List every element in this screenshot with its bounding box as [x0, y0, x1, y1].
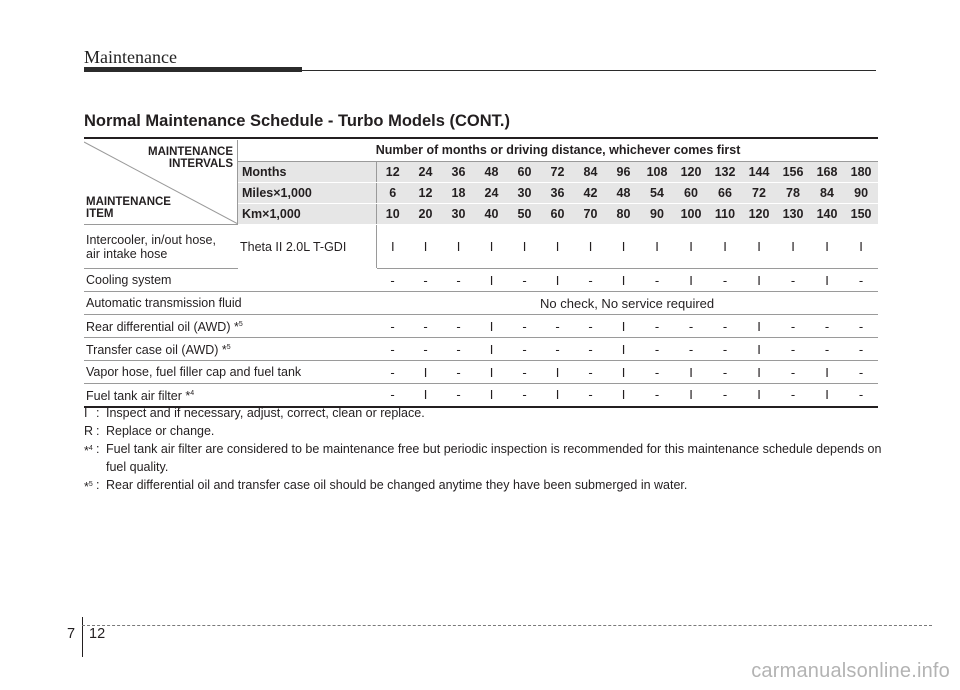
note-colon: :: [96, 406, 100, 420]
schedule-value: I: [708, 225, 742, 269]
schedule-value: -: [541, 338, 574, 361]
schedule-value: I: [475, 384, 508, 407]
schedule-value: -: [442, 361, 475, 384]
schedule-value: -: [574, 269, 607, 292]
schedule-value: -: [674, 338, 708, 361]
interval-value: 110: [708, 204, 742, 225]
schedule-value: -: [708, 269, 742, 292]
schedule-value: -: [541, 315, 574, 338]
interval-value: 42: [574, 183, 607, 204]
note-symbol-sup: 4: [88, 445, 93, 452]
page-heading: Normal Maintenance Schedule - Turbo Models (CONT.): [84, 112, 510, 130]
schedule-value: I: [810, 361, 844, 384]
schedule-value: -: [708, 361, 742, 384]
footnote-ref: 4: [190, 389, 195, 397]
interval-value: 48: [475, 162, 508, 183]
schedule-value: -: [574, 361, 607, 384]
note-colon: :: [96, 442, 100, 456]
schedule-value: -: [810, 338, 844, 361]
maintenance-item-name: Vapor hose, fuel filler cap and fuel tank: [84, 361, 376, 384]
interval-value: 96: [607, 162, 640, 183]
schedule-value: I: [607, 225, 640, 269]
watermark: carmanualsonline.info: [751, 660, 950, 682]
note-item: [84, 440, 884, 476]
interval-value: 70: [574, 204, 607, 225]
interval-value: 40: [475, 204, 508, 225]
schedule-value: -: [508, 315, 541, 338]
notes-list: [84, 404, 884, 496]
interval-value: 144: [742, 162, 776, 183]
note-text: Fuel tank air filter are considered to be maintenance free but periodic inspection is recommended for this maintenance schedule depends on fuel quality.: [106, 442, 882, 474]
schedule-value: I: [742, 361, 776, 384]
interval-value: 180: [844, 162, 878, 183]
schedule-value: I: [607, 315, 640, 338]
interval-value: 132: [708, 162, 742, 183]
schedule-value: -: [442, 384, 475, 407]
maintenance-item-name: Fuel tank air filter *$^4$: [84, 384, 376, 407]
schedule-value: -: [844, 315, 878, 338]
schedule-value: I: [742, 225, 776, 269]
schedule-value: -: [708, 315, 742, 338]
schedule-value: I: [742, 269, 776, 292]
schedule-value: -: [409, 338, 442, 361]
schedule-value: -: [674, 315, 708, 338]
interval-value: 54: [640, 183, 674, 204]
interval-value: 20: [409, 204, 442, 225]
no-service-note: No check, No service required: [376, 292, 878, 315]
schedule-value: -: [376, 361, 409, 384]
schedule-value: I: [409, 384, 442, 407]
interval-value: 60: [674, 183, 708, 204]
schedule-value: I: [607, 269, 640, 292]
schedule-value: I: [674, 225, 708, 269]
maintenance-item-name: Automatic transmission fluid: [84, 292, 376, 315]
note-symbol: I: [84, 406, 88, 420]
maintenance-item-name: Transfer case oil (AWD) *$^5$: [84, 338, 376, 361]
interval-value: 150: [844, 204, 878, 225]
schedule-value: I: [541, 361, 574, 384]
schedule-value: I: [409, 361, 442, 384]
schedule-value: -: [442, 338, 475, 361]
schedule-value: I: [541, 269, 574, 292]
interval-row-label: Months: [238, 162, 376, 183]
interval-value: 168: [810, 162, 844, 183]
note-text: Rear differential oil and transfer case oil should be changed anytime they have been submerged in water.: [106, 478, 688, 492]
interval-row-label: Miles×1,000: [238, 183, 376, 204]
schedule-value: -: [776, 384, 810, 407]
interval-value: 120: [742, 204, 776, 225]
schedule-value: I: [475, 361, 508, 384]
interval-value: 140: [810, 204, 844, 225]
interval-value: 156: [776, 162, 810, 183]
header-rule-thick: [84, 67, 302, 72]
interval-value: 120: [674, 162, 708, 183]
schedule-value: I: [409, 225, 442, 269]
schedule-value: I: [475, 269, 508, 292]
schedule-value: I: [574, 225, 607, 269]
interval-value: 24: [475, 183, 508, 204]
schedule-value: I: [541, 384, 574, 407]
schedule-value: I: [674, 269, 708, 292]
interval-value: 72: [541, 162, 574, 183]
note-item: [84, 404, 884, 422]
interval-value: 84: [574, 162, 607, 183]
schedule-value: -: [409, 269, 442, 292]
interval-value: 12: [376, 162, 409, 183]
interval-value: 6: [376, 183, 409, 204]
footer-vline: [82, 617, 83, 657]
interval-value: 66: [708, 183, 742, 204]
schedule-value: -: [508, 384, 541, 407]
schedule-value: -: [442, 315, 475, 338]
interval-value: 36: [541, 183, 574, 204]
schedule-value: I: [742, 315, 776, 338]
schedule-value: I: [442, 225, 475, 269]
section-title: Maintenance: [84, 47, 177, 67]
schedule-value: -: [844, 269, 878, 292]
interval-value: 30: [442, 204, 475, 225]
schedule-value: I: [742, 338, 776, 361]
schedule-value: -: [640, 338, 674, 361]
note-symbol: *$^5$: [84, 480, 93, 495]
schedule-value: -: [376, 338, 409, 361]
interval-value: 78: [776, 183, 810, 204]
footnote-ref: 5: [226, 343, 231, 351]
schedule-value: -: [508, 338, 541, 361]
chapter-number: 7: [67, 626, 76, 642]
interval-value: 60: [541, 204, 574, 225]
interval-value: 90: [640, 204, 674, 225]
schedule-value: -: [776, 269, 810, 292]
engine-type: Theta II 2.0L T-GDI: [238, 225, 376, 269]
schedule-value: -: [574, 338, 607, 361]
schedule-value: -: [776, 338, 810, 361]
schedule-value: -: [708, 384, 742, 407]
interval-value: 80: [607, 204, 640, 225]
schedule-value: I: [475, 338, 508, 361]
schedule-value: I: [607, 384, 640, 407]
interval-value: 18: [442, 183, 475, 204]
note-item: [84, 476, 884, 496]
schedule-value: -: [810, 315, 844, 338]
schedule-value: I: [508, 225, 541, 269]
schedule-value: I: [376, 225, 409, 269]
note-symbol: R: [84, 424, 94, 438]
interval-value: 12: [409, 183, 442, 204]
corner-diagonal: [84, 140, 238, 224]
schedule-value: -: [409, 315, 442, 338]
note-text: Replace or change.: [106, 424, 215, 438]
schedule-value: -: [376, 315, 409, 338]
schedule-value: I: [742, 384, 776, 407]
interval-value: 30: [508, 183, 541, 204]
schedule-value: -: [844, 384, 878, 407]
schedule-value: -: [640, 269, 674, 292]
note-text: Inspect and if necessary, adjust, correct, clean or replace.: [106, 406, 425, 420]
header-corner-cell: [84, 138, 238, 225]
schedule-value: I: [541, 225, 574, 269]
schedule-value: -: [640, 315, 674, 338]
schedule-value: I: [844, 225, 878, 269]
note-symbol: *$^4$: [84, 444, 93, 459]
schedule-value: -: [844, 361, 878, 384]
schedule-value: I: [674, 361, 708, 384]
maintenance-schedule-table: [84, 137, 878, 408]
schedule-value: I: [607, 361, 640, 384]
schedule-value: -: [776, 315, 810, 338]
interval-value: 72: [742, 183, 776, 204]
schedule-value: I: [674, 384, 708, 407]
schedule-value: I: [810, 225, 844, 269]
interval-value: 90: [844, 183, 878, 204]
schedule-value: -: [442, 269, 475, 292]
interval-value: 100: [674, 204, 708, 225]
schedule-value: -: [574, 384, 607, 407]
schedule-value: -: [776, 361, 810, 384]
interval-row-label: Km×1,000: [238, 204, 376, 225]
interval-value: 48: [607, 183, 640, 204]
interval-value: 36: [442, 162, 475, 183]
schedule-value: I: [475, 315, 508, 338]
schedule-value: -: [844, 338, 878, 361]
corner-item-label: MAINTENANCE ITEM: [86, 195, 171, 220]
interval-value: 60: [508, 162, 541, 183]
schedule-value: -: [640, 361, 674, 384]
interval-value: 24: [409, 162, 442, 183]
schedule-value: I: [607, 338, 640, 361]
schedule-value: -: [376, 269, 409, 292]
interval-span-header: Number of months or driving distance, whichever comes first: [238, 138, 878, 162]
maintenance-item-name: Intercooler, in/out hose, air intake hose: [84, 225, 238, 269]
schedule-value: -: [508, 269, 541, 292]
interval-value: 50: [508, 204, 541, 225]
note-colon: :: [96, 478, 100, 492]
schedule-value: -: [640, 384, 674, 407]
header-rule-thin: [302, 70, 876, 71]
maintenance-item-name: Cooling system: [84, 269, 376, 292]
schedule-value: -: [708, 338, 742, 361]
schedule-value: I: [475, 225, 508, 269]
page-number: 12: [89, 626, 106, 642]
note-symbol-sup: 5: [88, 481, 93, 488]
footer-dashed-rule: [82, 625, 932, 626]
schedule-value: -: [508, 361, 541, 384]
schedule-value: I: [810, 384, 844, 407]
interval-value: 10: [376, 204, 409, 225]
schedule-value: -: [574, 315, 607, 338]
schedule-value: -: [376, 384, 409, 407]
schedule-value: I: [810, 269, 844, 292]
interval-value: 108: [640, 162, 674, 183]
schedule-value: I: [776, 225, 810, 269]
footnote-ref: 5: [238, 320, 243, 328]
interval-value: 130: [776, 204, 810, 225]
interval-value: 84: [810, 183, 844, 204]
note-colon: :: [96, 424, 100, 438]
schedule-value: I: [640, 225, 674, 269]
corner-intervals-label: MAINTENANCE INTERVALS: [148, 145, 233, 170]
note-item: [84, 422, 884, 440]
maintenance-item-name: Rear differential oil (AWD) *$^5$: [84, 315, 376, 338]
